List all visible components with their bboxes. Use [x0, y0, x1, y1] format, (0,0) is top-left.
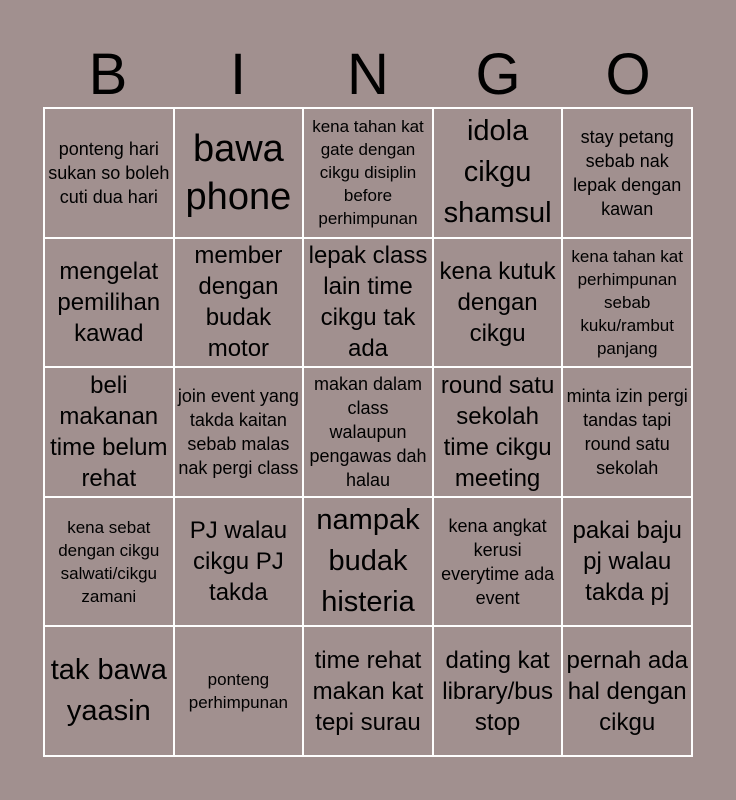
bingo-cell[interactable] — [174, 108, 304, 238]
bingo-cell[interactable] — [303, 238, 433, 368]
cell-text: dating kat library/bus stop — [442, 646, 553, 736]
cell-text: join event yang takda kaitan sebab malas nak pergi class — [177, 385, 299, 478]
bingo-header — [43, 40, 693, 110]
bingo-cell[interactable] — [174, 626, 304, 756]
cell-text: pernah ada hal dengan cikgu — [566, 646, 688, 736]
cell-text: stay petang sebab nak lepak dengan kawan — [573, 126, 682, 219]
bingo-cell[interactable] — [562, 367, 692, 497]
cell-text: ponteng hari sukan so boleh cuti dua hari — [48, 138, 170, 207]
cell-text: beli makanan time belum rehat — [50, 372, 168, 492]
bingo-grid — [43, 107, 693, 757]
bingo-cell[interactable] — [303, 497, 433, 627]
bingo-cell[interactable] — [44, 626, 174, 756]
bingo-cell[interactable] — [303, 626, 433, 756]
bingo-cell[interactable] — [562, 238, 692, 368]
cell-text: nampak budak histeria — [316, 504, 420, 619]
bingo-cell[interactable] — [174, 367, 304, 497]
cell-text: lepak class lain time cikgu tak ada — [308, 242, 428, 363]
header-letter-n: N — [347, 42, 389, 107]
cell-text: kena sebat dengan cikgu salwati/cikgu zamani — [58, 517, 160, 606]
cell-text: kena tahan kat perhimpunan sebab kuku/rambut panjang — [571, 246, 683, 358]
cell-text: round satu sekolah time cikgu meeting — [440, 372, 555, 492]
cell-text: PJ walau cikgu PJ takda — [189, 517, 288, 607]
cell-text: makan dalam class walaupun pengawas dah halau — [309, 373, 427, 490]
bingo-cell[interactable] — [44, 238, 174, 368]
cell-text: bawa phone — [185, 127, 292, 218]
cell-text: kena angkat kerusi everytime ada event — [441, 515, 555, 608]
bingo-cell[interactable] — [44, 367, 174, 497]
bingo-cell[interactable] — [433, 497, 563, 627]
bingo-cell[interactable] — [433, 238, 563, 368]
cell-text: kena kutuk dengan cikgu — [439, 257, 556, 347]
cell-text: ponteng perhimpunan — [188, 670, 289, 713]
bingo-cell[interactable] — [562, 108, 692, 238]
bingo-cell[interactable] — [174, 497, 304, 627]
bingo-cell[interactable] — [433, 367, 563, 497]
header-letter-i: I — [229, 42, 247, 107]
bingo-cell[interactable] — [303, 367, 433, 497]
bingo-cell[interactable] — [562, 497, 692, 627]
cell-text: member dengan budak motor — [194, 242, 283, 363]
cell-text: kena tahan kat gate dengan cikgu disiplin before perhimpunan — [312, 117, 424, 229]
header-letter-g: G — [475, 42, 521, 107]
cell-text: idola cikgu shamsul — [443, 115, 552, 230]
header-letter-o: O — [605, 42, 651, 107]
bingo-cell[interactable] — [433, 626, 563, 756]
cell-text: minta izin pergi tandas tapi round satu sekolah — [566, 385, 688, 478]
cell-text: pakai baju pj walau takda pj — [572, 517, 682, 607]
cell-text: time rehat makan kat tepi surau — [312, 646, 424, 736]
bingo-cell[interactable] — [174, 238, 304, 368]
bingo-cell[interactable] — [562, 626, 692, 756]
bingo-cell[interactable] — [433, 108, 563, 238]
header-letter-b: B — [88, 42, 128, 107]
bingo-cell[interactable] — [303, 108, 433, 238]
bingo-cell[interactable] — [44, 497, 174, 627]
cell-text: tak bawa yaasin — [50, 654, 167, 728]
bingo-cell[interactable] — [44, 108, 174, 238]
cell-text: mengelat pemilihan kawad — [57, 257, 161, 347]
